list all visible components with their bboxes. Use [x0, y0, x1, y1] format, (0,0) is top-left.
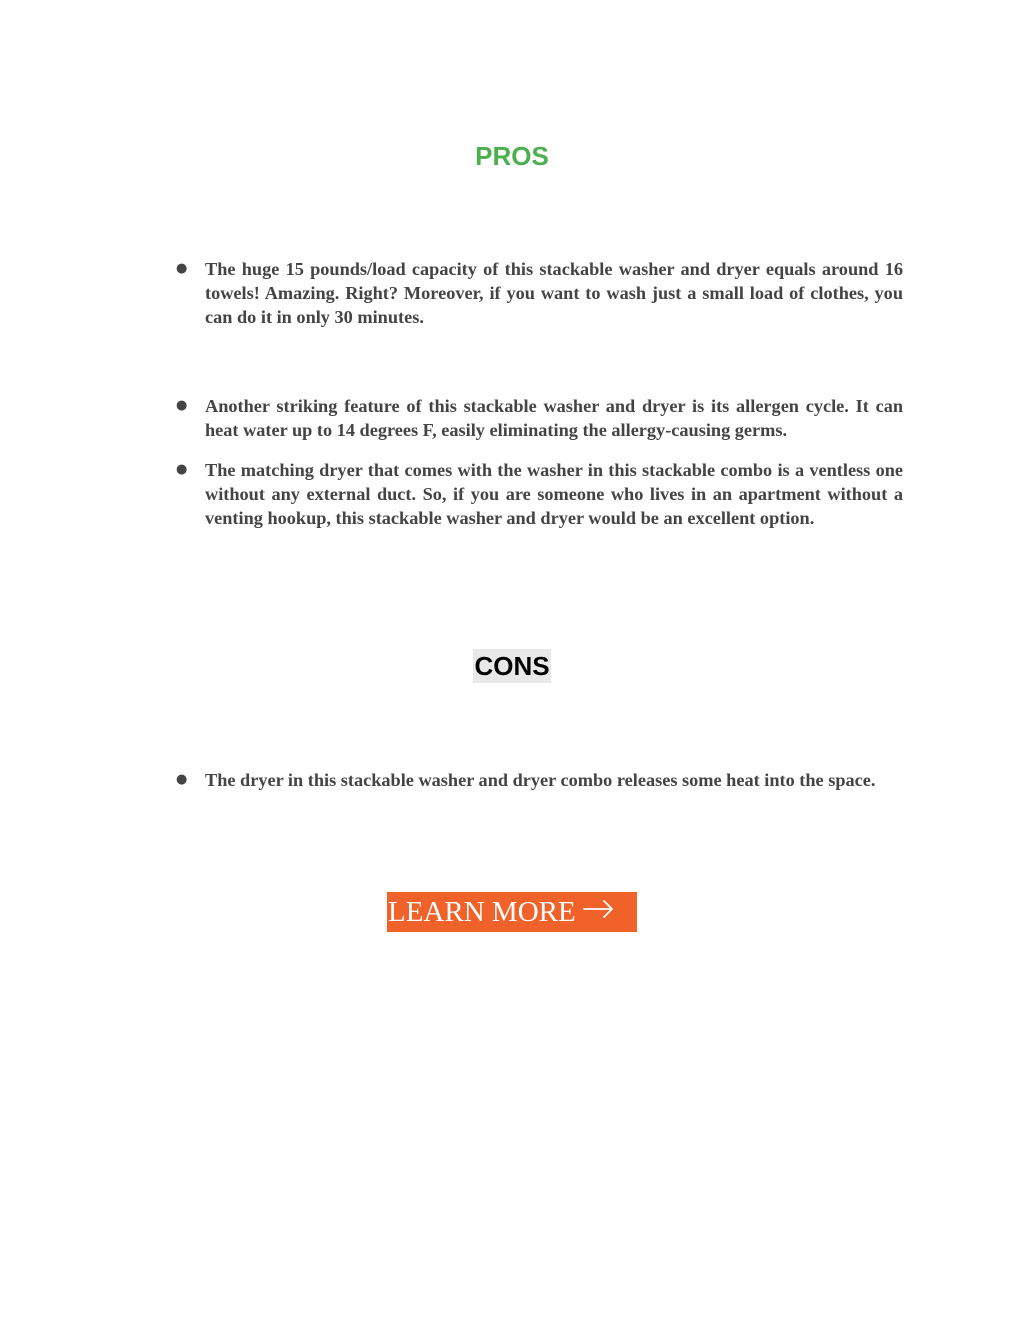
- list-item: [0, 257, 1024, 329]
- bullet-icon: ●: [176, 462, 188, 477]
- list-item: [0, 768, 1024, 792]
- bullet-icon: ●: [176, 772, 188, 787]
- pros-list: [0, 394, 1024, 530]
- right-arrow-icon: [582, 892, 616, 932]
- list-item-text: The matching dryer that comes with the washer in this stackable combo is a ventless one without any external duct. So, if you are someone who lives in an apartment without a venting hookup, this stackable washer and dryer would be an excellent option.: [205, 460, 903, 528]
- pros-heading-text: PROS: [475, 141, 549, 171]
- learn-more-button[interactable]: [387, 892, 637, 932]
- list-item: [0, 458, 1024, 530]
- list-item-text: The dryer in this stackable washer and dryer combo releases some heat into the space.: [205, 770, 876, 790]
- cons-heading-text: CONS: [474, 651, 550, 681]
- list-item: [0, 394, 1024, 442]
- pros-list: [0, 257, 1024, 329]
- learn-more-label: LEARN MORE: [388, 896, 576, 928]
- bullet-icon: ●: [176, 398, 188, 413]
- learn-more-container: [387, 892, 637, 932]
- list-item-text: Another striking feature of this stackable washer and dryer is its allergen cycle. It can heat water up to 14 degrees F, easily eliminating the allergy-causing germs.: [205, 396, 903, 440]
- pros-heading: [0, 141, 1024, 171]
- bullet-icon: ●: [176, 261, 188, 276]
- cons-heading: [0, 651, 1024, 681]
- list-item-text: The huge 15 pounds/load capacity of this stackable washer and dryer equals around 16 towels! Amazing. Right? Moreover, if you want to wash just a small load of clothes, you can do it in only 30 minutes.: [205, 259, 903, 327]
- cons-list: [0, 768, 1024, 792]
